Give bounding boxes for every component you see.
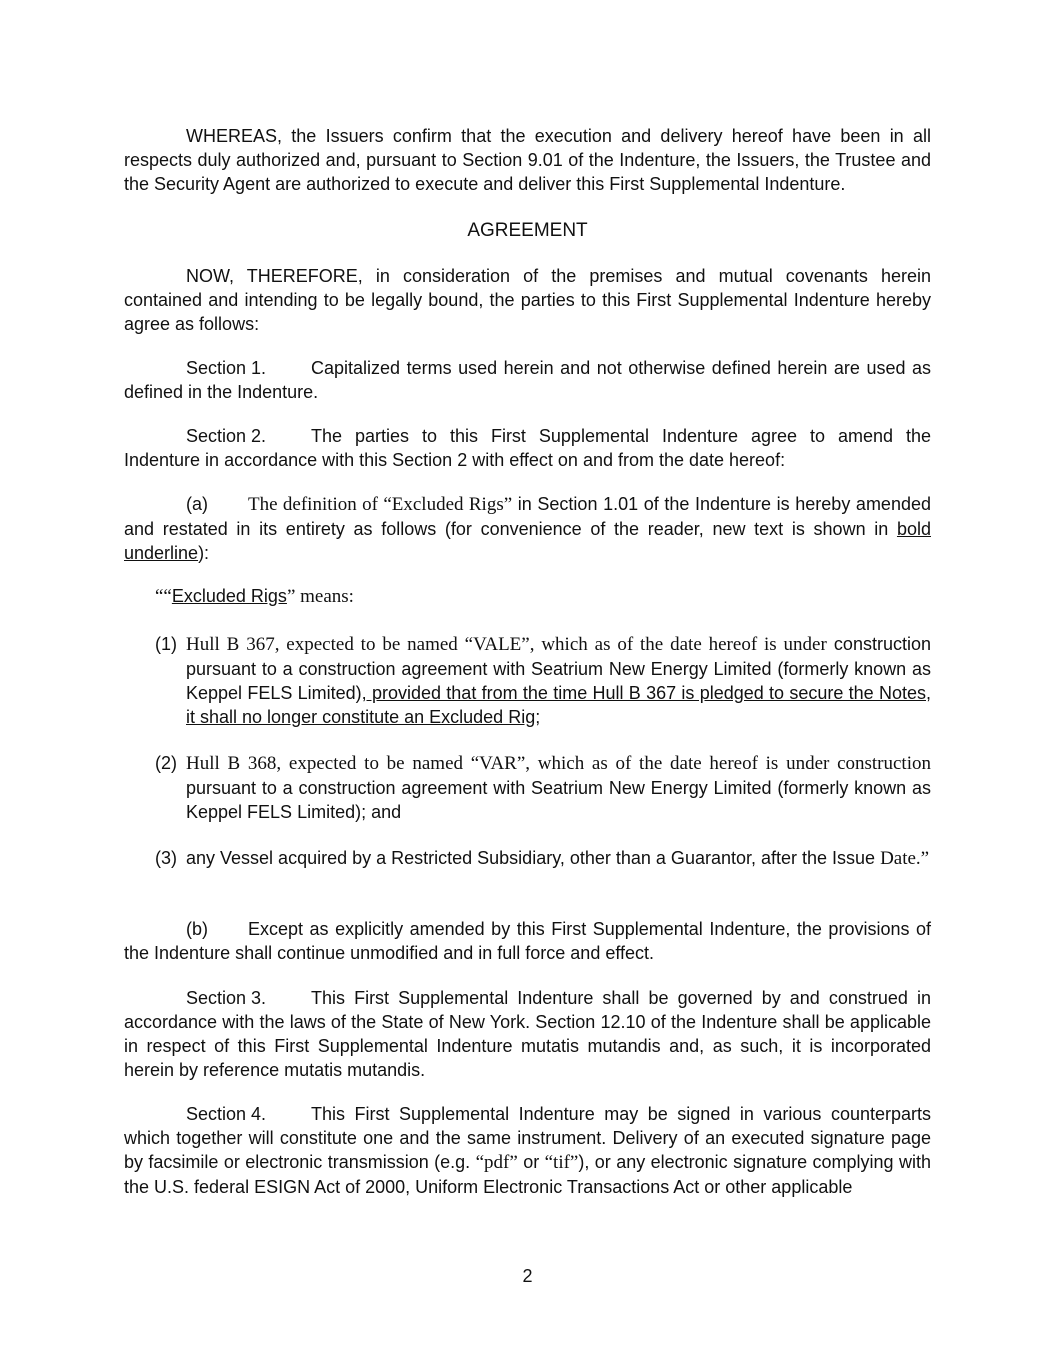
paragraph-a-label: (a): [186, 494, 208, 514]
bold-underline-text: bold underline: [124, 519, 931, 563]
paragraph-b-label: (b): [186, 919, 208, 939]
definition-intro: ““Excluded Rigs” means:: [155, 586, 354, 607]
paragraph-b: (b) Except as explicitly amended by this First Supplemental Indenture, the provisions of the Indenture shall continue unmodified and in full force and effect.: [124, 919, 931, 963]
paragraph-a: (a) The definition of “Excluded Rigs” in Section 1.01 of the Indenture is hereby amended and restated in its entirety as follows (for convenience of the reader, new text is shown in bold underline):: [124, 494, 931, 563]
section-3-label: Section 3.: [186, 988, 267, 1008]
section-2-label: Section 2.: [186, 426, 267, 446]
section-4-label: Section 4.: [186, 1104, 267, 1124]
list-item-2: (2) Hull B 368, expected to be named “VAR”, which as of the date hereof is under construction pursuant to a construction agreement with Seatrium New Energy Limited (formerly known as Keppel FELS Limited); and: [155, 753, 931, 822]
section-3-paragraph: Section 3. This First Supplemental Indenture shall be governed by and construed in accordance with the laws of the State of New York. Section 12.10 of the Indenture shall be applicable in respect of this First Supplemental Indenture mutatis mutandis and, as such, it is incorporated herein by reference mutatis mutandis.: [124, 988, 931, 1080]
section-4-paragraph: Section 4. This First Supplemental Indenture may be signed in various counterparts which together will constitute one and the same instrument. Delivery of an executed signature page by facsimile or electronic transmission (e.g. “pdf” or “tif”), or any electronic signature complying with the U.S. federal ESIGN Act of 2000, Uniform Electronic Transactions Act or other applicable: [124, 1104, 931, 1197]
page-number: 2: [522, 1266, 533, 1286]
section-2-paragraph: Section 2. The parties to this First Supplemental Indenture agree to amend the Indenture in accordance with this Section 2 with effect on and from the date hereof:: [124, 426, 931, 470]
section-1-paragraph: Section 1. Capitalized terms used herein and not otherwise defined herein are used as defined in the Indenture.: [124, 358, 931, 402]
now-therefore-paragraph: NOW, THEREFORE, in consideration of the premises and mutual covenants herein contained and intending to be legally bound, the parties to this First Supplemental Indenture hereby agree as follows:: [124, 266, 931, 334]
whereas-paragraph: WHEREAS, the Issuers confirm that the execution and delivery hereof have been in all respects duly authorized and, pursuant to Section 9.01 of the Indenture, the Issuers, the Trustee and the Security Agent are authorized to execute and deliver this First Supplemental Indenture.: [124, 126, 931, 194]
defined-term: Excluded Rigs: [171, 586, 287, 606]
underlined-proviso: , provided that from the time Hull B 367 is pledged to secure the Notes, it shall no longer constitute an Excluded Rig: [186, 683, 931, 727]
agreement-heading: AGREEMENT: [467, 220, 588, 241]
section-1-label: Section 1.: [186, 358, 267, 378]
list-item-3: (3) any Vessel acquired by a Restricted Subsidiary, other than a Guarantor, after the Issue Date.”: [155, 848, 930, 869]
list-item-1: (1) Hull B 367, expected to be named “VALE”, which as of the date hereof is under construction pursuant to a construction agreement with Seatrium New Energy Limited (formerly known as Keppel FELS Limited), provided that from the time Hull B 367 is pledged to secure the Notes, it shall no longer constitute an Excluded Rig;: [155, 634, 931, 727]
